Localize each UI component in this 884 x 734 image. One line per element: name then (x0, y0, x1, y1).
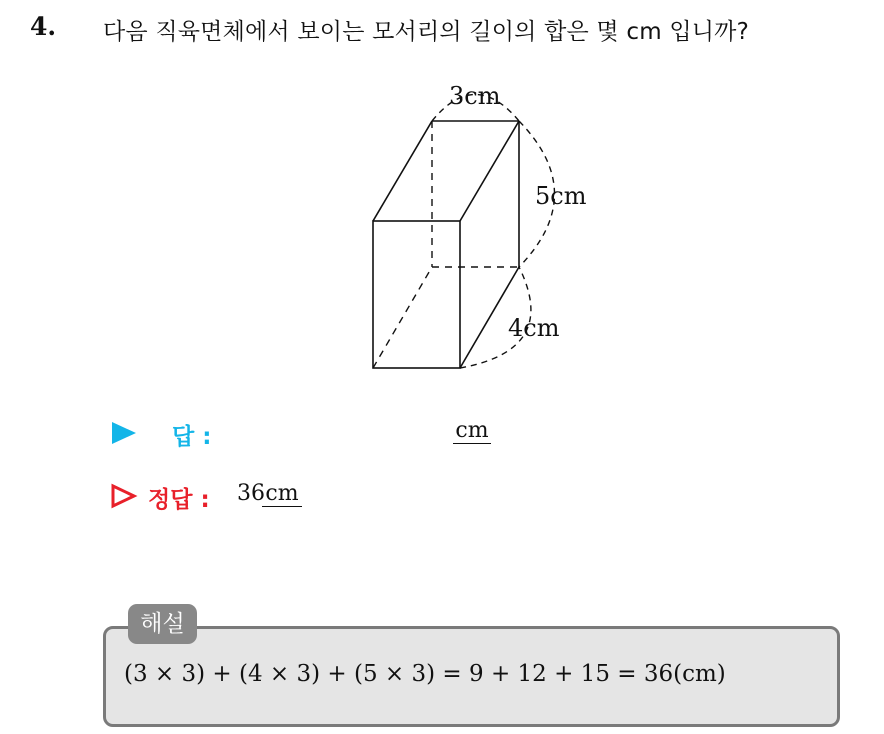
edge-top-left (373, 121, 432, 221)
correct-answer-label: 정답 : (148, 487, 210, 513)
answer-blank-unit[interactable]: cm (453, 419, 491, 444)
front-face (373, 221, 460, 368)
label-5cm: 5cm (535, 182, 587, 210)
question-text: 다음 직육면체에서 보이는 모서리의 길이의 합은 몇 cm 입니까? (103, 19, 749, 45)
explanation-text: (3 × 3) + (4 × 3) + (5 × 3) = 9 + 12 + 15 = 36(cm) (124, 661, 726, 687)
edge-top-right (460, 121, 519, 221)
play-triangle-icon (110, 419, 138, 447)
question-number: 4. (30, 12, 57, 41)
correct-answer-unit: cm (262, 482, 302, 507)
correct-answer-row (110, 478, 610, 514)
explanation-tab: 해설 (128, 604, 197, 644)
correct-answer-value: 36 (237, 481, 265, 506)
outline-triangle-icon (110, 482, 138, 510)
answer-row (110, 415, 610, 451)
hidden-edge-diagonal (373, 267, 432, 368)
label-3cm: 3cm (449, 82, 501, 110)
label-4cm: 4cm (508, 314, 560, 342)
answer-label: 답 : (172, 424, 212, 450)
